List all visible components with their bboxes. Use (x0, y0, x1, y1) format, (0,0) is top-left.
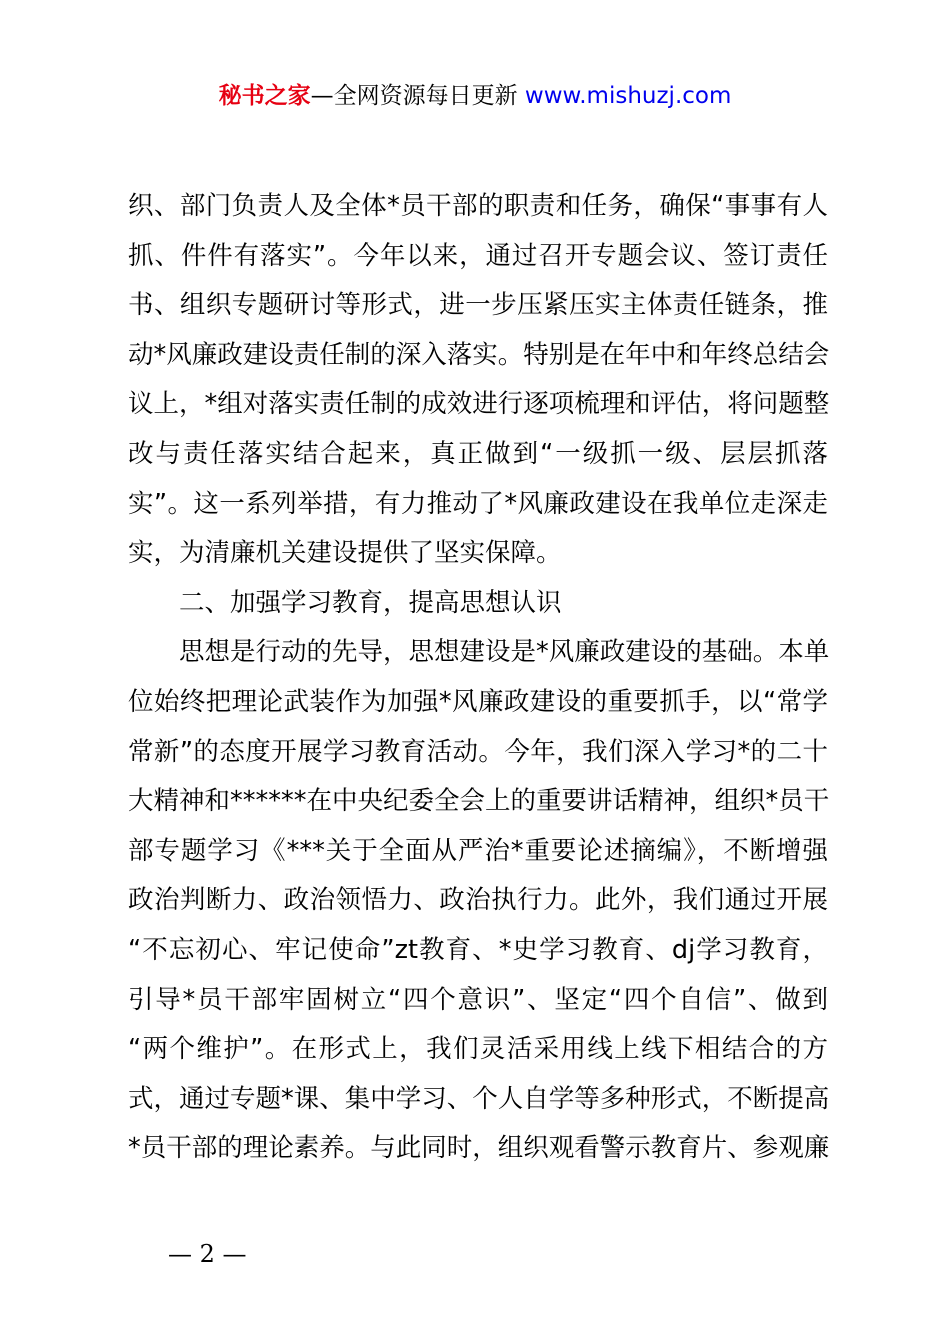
header-tagline: —全网资源每日更新 (310, 83, 525, 109)
body-line: 动*风廉政建设责任制的深入落实。特别是在年中和年终总结会 (128, 339, 830, 370)
body-line: 实，为清廉机关建设提供了坚实保障。 (128, 538, 562, 569)
body-line: 大精神和******在中央纪委全会上的重要讲话精神，组织*员干 (128, 786, 830, 817)
body-line: 常新”的态度开展学习教育活动。今年，我们深入学习*的二十 (128, 736, 828, 767)
body-line: 抓、件件有落实”。今年以来，通过召开专题会议、签订责任 (128, 240, 828, 271)
body-line: “不忘初心、牢记使命”zt教育、*史学习教育、dj学习教育， (128, 934, 828, 965)
site-header (0, 78, 950, 114)
body-line: “两个维护”。在形式上，我们灵活采用线上线下相结合的方 (128, 1034, 828, 1065)
document-body (128, 182, 828, 1174)
body-line: 引导*员干部牢固树立“四个意识”、坚定“四个自信”、做到 (128, 984, 828, 1015)
body-line: 书、组织专题研讨等形式，进一步压紧压实主体责任链条，推 (128, 290, 828, 321)
body-line: 部专题学习《***关于全面从严治*重要论述摘编》，不断增强 (128, 835, 828, 866)
site-url-link[interactable]: www.mishuzj.com (524, 83, 732, 109)
body-line: 政治判断力、政治领悟力、政治执行力。此外，我们通过开展 (128, 885, 828, 916)
body-line: 式，通过专题*课、集中学习、个人自学等多种形式，不断提高 (128, 1083, 830, 1114)
body-line: 实”。这一系列举措，有力推动了*风廉政建设在我单位走深走 (128, 488, 828, 519)
body-line: 议上，*组对落实责任制的成效进行逐项梳理和评估，将问题整 (128, 389, 830, 420)
body-line: 织、部门负责人及全体*员干部的职责和任务，确保“事事有人 (128, 191, 828, 221)
brand-name: 秘书之家 (218, 83, 311, 109)
page-number: — 2 — (168, 1240, 247, 1268)
body-line: 改与责任落实结合起来，真正做到“一级抓一级、层层抓落 (128, 438, 828, 469)
body-line: 位始终把理论武装作为加强*风廉政建设的重要抓手，以“常学 (128, 686, 828, 717)
body-line: 思想是行动的先导，思想建设是*风廉政建设的基础。本单 (179, 637, 830, 668)
body-line: *员干部的理论素养。与此同时，组织观看警示教育片、参观廉 (128, 1133, 830, 1164)
section-heading: 二、加强学习教育，提高思想认识 (179, 587, 562, 618)
